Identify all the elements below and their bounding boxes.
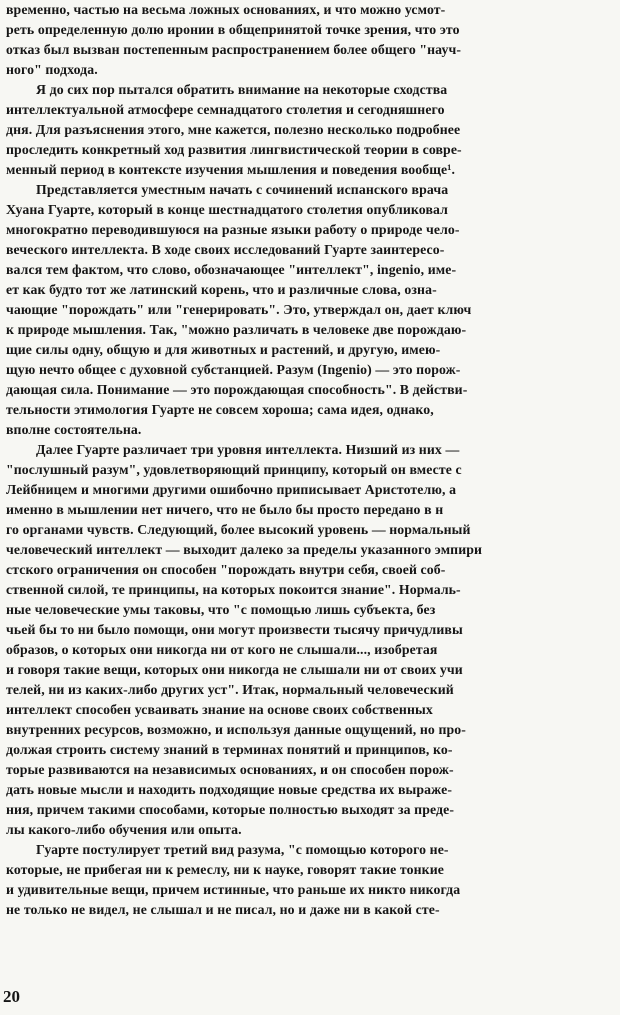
text-line: и удивительные вещи, причем истинные, что раньше их никто никогда xyxy=(6,882,461,897)
text-line: многократно переводившуюся на разные языки работу о природе чело- xyxy=(6,222,460,237)
text-line: именно в мышлении нет ничего, что не было бы просто передано в н xyxy=(6,502,444,517)
text-line: щую нечто общее с духовной субстанцией. Разум (Ingenio) — это порож- xyxy=(6,362,461,377)
text-line: реть определенную долю иронии в общепринятой точке зрения, что это xyxy=(6,22,460,37)
text-line: ного" подхода. xyxy=(6,62,98,77)
text-line: Представляется уместным начать с сочинений испанского врача xyxy=(36,182,449,197)
text-line: внутренних ресурсов, возможно, и используя данные ощущений, но про- xyxy=(6,722,466,737)
text-line: отказ был вызван постепенным распространением более общего "науч- xyxy=(6,42,462,57)
text-line: дать новые мысли и находить подходящие новые средства их выраже- xyxy=(6,782,453,797)
text-line: интеллект способен усваивать знание на основе своих собственных xyxy=(6,702,433,717)
text-line: и говоря такие вещи, которых они никогда не слышали ни от своих учи xyxy=(6,662,463,677)
text-line: которые, не прибегая ни к ремеслу, ни к науке, говорят такие тонкие xyxy=(6,862,444,877)
text-line: дающая сила. Понимание — это порождающая способность". В действи- xyxy=(6,382,468,397)
text-line: Гуарте постулирует третий вид разума, "с помощью которого не- xyxy=(36,842,449,857)
text-line: вполне состоятельна. xyxy=(6,422,142,437)
text-line: должая строить систему знаний в терминах понятий и принципов, ко- xyxy=(6,742,453,757)
text-line: чающие "порождать" или "генерировать". Это, утверждал он, дает ключ xyxy=(6,302,472,317)
text-line: проследить конкретный ход развития лингвистической теории в совре- xyxy=(6,142,462,157)
text-line: Хуана Гуарте, который в конце шестнадцатого столетия опубликовал xyxy=(6,202,448,217)
text-line: вался тем фактом, что слово, обозначающее "интеллект", ingenio, име- xyxy=(6,262,457,277)
text-line: Лейбницем и многими другими ошибочно приписывает Аристотелю, а xyxy=(6,482,457,497)
text-line: человеческий интеллект — выходит далеко за пределы указанного эмпири xyxy=(6,542,483,557)
text-line: ет как будто тот же латинский корень, что и различные слова, озна- xyxy=(6,282,437,297)
text-line: интеллектуальной атмосфере семнадцатого столетия и сегодняшнего xyxy=(6,102,445,117)
page-number: 20 xyxy=(3,987,20,1006)
text-line: телей, ни из каких-либо других уст". Итак, нормальный человеческий xyxy=(6,682,454,697)
text-line: щие силы одну, общую и для животных и растений, и другую, имею- xyxy=(6,342,441,357)
text-line: не только не видел, не слышал и не писал, но и даже ни в какой сте- xyxy=(6,902,440,917)
text-line: Я до сих пор пытался обратить внимание на некоторые сходства xyxy=(36,82,448,97)
body-text xyxy=(6,0,616,920)
text-line: ния, причем такими способами, которые полностью выходят за преде- xyxy=(6,802,455,817)
text-line: лы какого-либо обучения или опыта. xyxy=(6,822,242,837)
text-line: го органами чувств. Следующий, более высокий уровень — нормальный xyxy=(6,522,471,537)
text-line: торые развиваются на независимых основаниях, и он способен порож- xyxy=(6,762,454,777)
text-line: тельности этимология Гуарте не совсем хороша; сама идея, однако, xyxy=(6,402,434,417)
text-line: ственной силой, те принципы, на которых покоится знание". Нормаль- xyxy=(6,582,461,597)
text-line: ные человеческие умы таковы, что "с помощью лишь субъекта, без xyxy=(6,602,436,617)
text-line: "послушный разум", удовлетворяющий принципу, который он вместе с xyxy=(6,462,462,477)
text-line: дня. Для разъяснения этого, мне кажется, полезно несколько подробнее xyxy=(6,122,461,137)
text-line: к природе мышления. Так, "можно различать в человеке две порождаю- xyxy=(6,322,467,337)
text-line: веческого интеллекта. В ходе своих исследований Гуарте заинтересо- xyxy=(6,242,445,257)
text-line: образов, о которых они никогда ни от кого не слышали..., изобретая xyxy=(6,642,438,657)
text-line: чьей бы то ни было помощи, они могут произвести тысячу причудливы xyxy=(6,622,463,637)
text-line: Далее Гуарте различает три уровня интеллекта. Низший из них — xyxy=(36,442,460,457)
text-line: стского ограничения он способен "порождать внутри себя, своей соб- xyxy=(6,562,446,577)
text-line: временно, частью на весьма ложных основаниях, и что можно усмот- xyxy=(6,2,446,17)
text-line: менный период в контексте изучения мышления и поведения вообще¹. xyxy=(6,162,456,177)
